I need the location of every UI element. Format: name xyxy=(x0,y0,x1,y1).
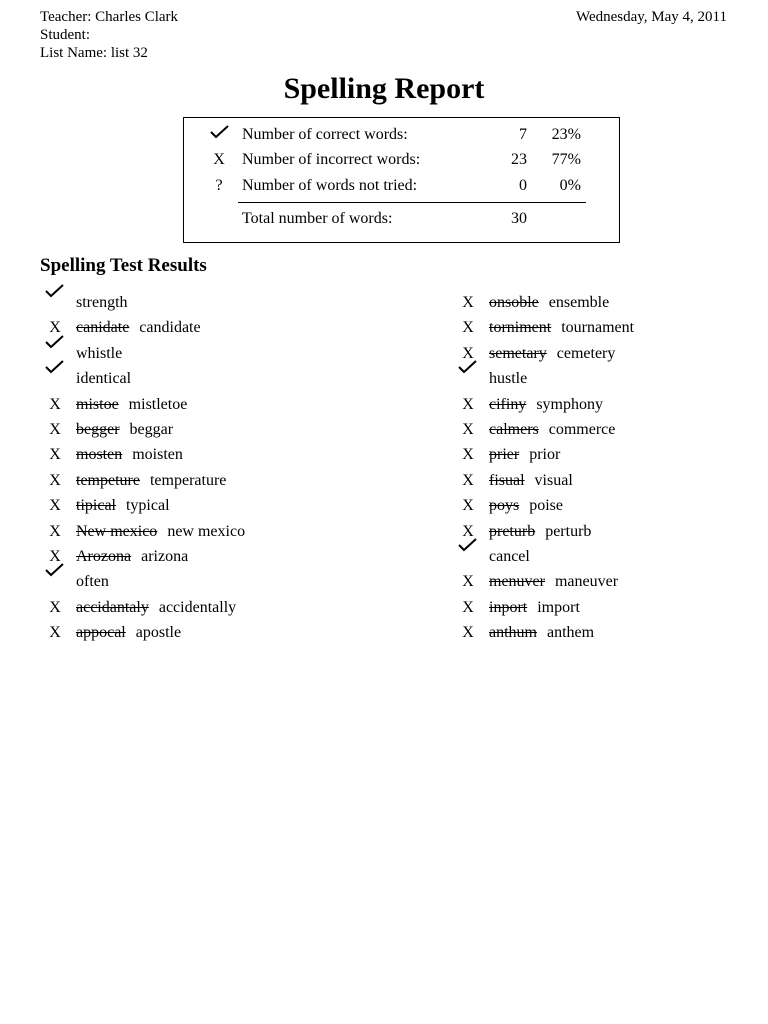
summary-mark-incorrect: X xyxy=(213,151,225,168)
result-text xyxy=(489,595,580,620)
misspelled-attempt: canidate xyxy=(76,319,130,337)
result-text xyxy=(76,519,245,544)
summary-box xyxy=(183,117,620,243)
correct-word: strength xyxy=(76,294,128,311)
correct-word: temperature xyxy=(149,471,227,489)
correct-word: moisten xyxy=(132,446,183,464)
misspelled-attempt: cifiny xyxy=(489,395,527,413)
correct-word: mistletoe xyxy=(128,395,188,413)
misspelled-attempt: onsoble xyxy=(489,294,539,311)
result-text xyxy=(489,544,530,569)
misspelled-attempt: poys xyxy=(489,497,520,515)
result-text xyxy=(489,290,609,315)
correct-word: accidentally xyxy=(158,598,237,616)
correct-word: perturb xyxy=(545,522,592,540)
incorrect-mark: X xyxy=(49,319,61,337)
incorrect-mark: X xyxy=(49,624,61,642)
summary-percent-not-tried: 0% xyxy=(559,177,581,194)
correct-word: hustle xyxy=(489,370,528,388)
misspelled-attempt: preturb xyxy=(489,522,536,540)
summary-mark-not-tried: ? xyxy=(215,177,223,194)
summary-label-not-tried: Number of words not tried: xyxy=(242,177,418,194)
result-text xyxy=(76,595,236,620)
incorrect-mark: X xyxy=(49,598,61,616)
incorrect-mark: X xyxy=(462,624,474,642)
incorrect-mark: X xyxy=(49,446,61,464)
correct-word: identical xyxy=(76,370,132,388)
correct-word: candidate xyxy=(139,319,201,337)
misspelled-attempt: torniment xyxy=(489,319,552,337)
result-text xyxy=(76,493,170,518)
check-icon xyxy=(44,333,66,361)
summary-label-total: Total number of words: xyxy=(242,210,393,227)
misspelled-attempt: calmers xyxy=(489,420,539,438)
misspelled-attempt: New mexico xyxy=(76,522,158,540)
incorrect-mark: X xyxy=(49,547,61,565)
misspelled-attempt: fisual xyxy=(489,471,525,489)
summary-divider xyxy=(238,202,586,203)
correct-word: poise xyxy=(529,497,564,515)
correct-word: commerce xyxy=(548,420,616,438)
check-icon xyxy=(44,561,66,589)
summary-row-incorrect xyxy=(184,148,619,172)
correct-word: cemetery xyxy=(556,344,616,362)
correct-word: often xyxy=(76,573,109,591)
teacher-name: Teacher: Charles Clark xyxy=(40,9,179,25)
correct-word: cancel xyxy=(489,547,530,565)
result-text xyxy=(489,519,591,544)
misspelled-attempt: anthum xyxy=(489,624,537,642)
result-text xyxy=(76,290,128,315)
incorrect-mark: X xyxy=(462,522,474,540)
incorrect-mark: X xyxy=(462,573,474,591)
incorrect-mark: X xyxy=(462,395,474,413)
correct-word: maneuver xyxy=(554,573,619,591)
misspelled-attempt: prier xyxy=(489,446,520,464)
summary-count-not-tried: 0 xyxy=(519,177,527,194)
result-text xyxy=(76,442,183,467)
student-name: Student: xyxy=(40,27,91,43)
summary-count-correct: 7 xyxy=(519,126,527,143)
result-text xyxy=(489,417,615,442)
incorrect-mark: X xyxy=(462,598,474,616)
page-title: Spelling Report xyxy=(283,72,485,105)
incorrect-mark: X xyxy=(49,420,61,438)
misspelled-attempt: accidantaly xyxy=(76,598,149,616)
result-text xyxy=(489,341,615,366)
result-text xyxy=(76,315,201,340)
result-text xyxy=(76,544,188,569)
misspelled-attempt: tempeture xyxy=(76,471,140,489)
summary-count-incorrect: 23 xyxy=(511,151,527,168)
misspelled-attempt: appocal xyxy=(76,624,126,642)
check-icon xyxy=(44,358,66,386)
misspelled-attempt: mistoe xyxy=(76,395,119,413)
correct-word: visual xyxy=(534,471,573,489)
check-icon xyxy=(457,358,479,386)
correct-word: prior xyxy=(529,446,561,464)
summary-mark-correct xyxy=(209,123,229,151)
misspelled-attempt: semetary xyxy=(489,344,547,362)
correct-word: symphony xyxy=(536,395,603,413)
result-text xyxy=(489,442,560,467)
summary-percent-incorrect: 77% xyxy=(551,151,581,168)
summary-row-correct xyxy=(184,123,619,147)
incorrect-mark: X xyxy=(49,471,61,489)
check-icon xyxy=(44,282,66,310)
check-icon xyxy=(209,123,231,143)
result-text xyxy=(76,620,181,645)
incorrect-mark: X xyxy=(49,522,61,540)
incorrect-mark: X xyxy=(462,344,474,362)
incorrect-mark: X xyxy=(462,420,474,438)
correct-word: import xyxy=(537,598,580,616)
correct-word: arizona xyxy=(141,547,189,565)
correct-word: ensemble xyxy=(548,294,610,311)
result-text xyxy=(489,620,594,645)
misspelled-attempt: begger xyxy=(76,420,120,438)
check-icon xyxy=(457,536,479,564)
result-text xyxy=(489,569,618,594)
report-date: Wednesday, May 4, 2011 xyxy=(576,9,727,25)
incorrect-mark: X xyxy=(462,497,474,515)
correct-word: apostle xyxy=(135,624,182,642)
incorrect-mark: X xyxy=(462,446,474,464)
misspelled-attempt: menuver xyxy=(489,573,545,591)
summary-row-total xyxy=(184,207,619,231)
result-text xyxy=(489,468,573,493)
misspelled-attempt: tipical xyxy=(76,497,116,515)
correct-word: new mexico xyxy=(167,522,246,540)
result-text xyxy=(76,341,122,366)
incorrect-mark: X xyxy=(49,497,61,515)
misspelled-attempt: inport xyxy=(489,598,528,616)
incorrect-mark: X xyxy=(49,395,61,413)
correct-word: typical xyxy=(125,497,170,515)
summary-count-total: 30 xyxy=(511,210,527,227)
summary-label-incorrect: Number of incorrect words: xyxy=(242,151,421,168)
incorrect-mark: X xyxy=(462,471,474,489)
result-text xyxy=(489,392,603,417)
result-text xyxy=(76,417,173,442)
correct-word: tournament xyxy=(561,319,635,337)
incorrect-mark: X xyxy=(462,294,474,311)
result-text xyxy=(76,468,226,493)
misspelled-attempt: Arozona xyxy=(76,547,132,565)
results-heading: Spelling Test Results xyxy=(40,255,207,276)
list-name: List Name: list 32 xyxy=(40,45,148,61)
result-text xyxy=(76,392,187,417)
result-text xyxy=(489,366,527,391)
misspelled-attempt: mosten xyxy=(76,446,123,464)
report-header xyxy=(40,8,178,62)
summary-row-not-tried xyxy=(184,174,619,198)
summary-percent-correct: 23% xyxy=(551,126,581,143)
result-text xyxy=(76,366,131,391)
summary-label-correct: Number of correct words: xyxy=(242,126,408,143)
incorrect-mark: X xyxy=(462,319,474,337)
correct-word: beggar xyxy=(129,420,174,438)
result-text xyxy=(489,315,634,340)
result-text xyxy=(76,569,109,594)
correct-word: whistle xyxy=(76,344,123,362)
correct-word: anthem xyxy=(547,624,595,642)
result-text xyxy=(489,493,563,518)
